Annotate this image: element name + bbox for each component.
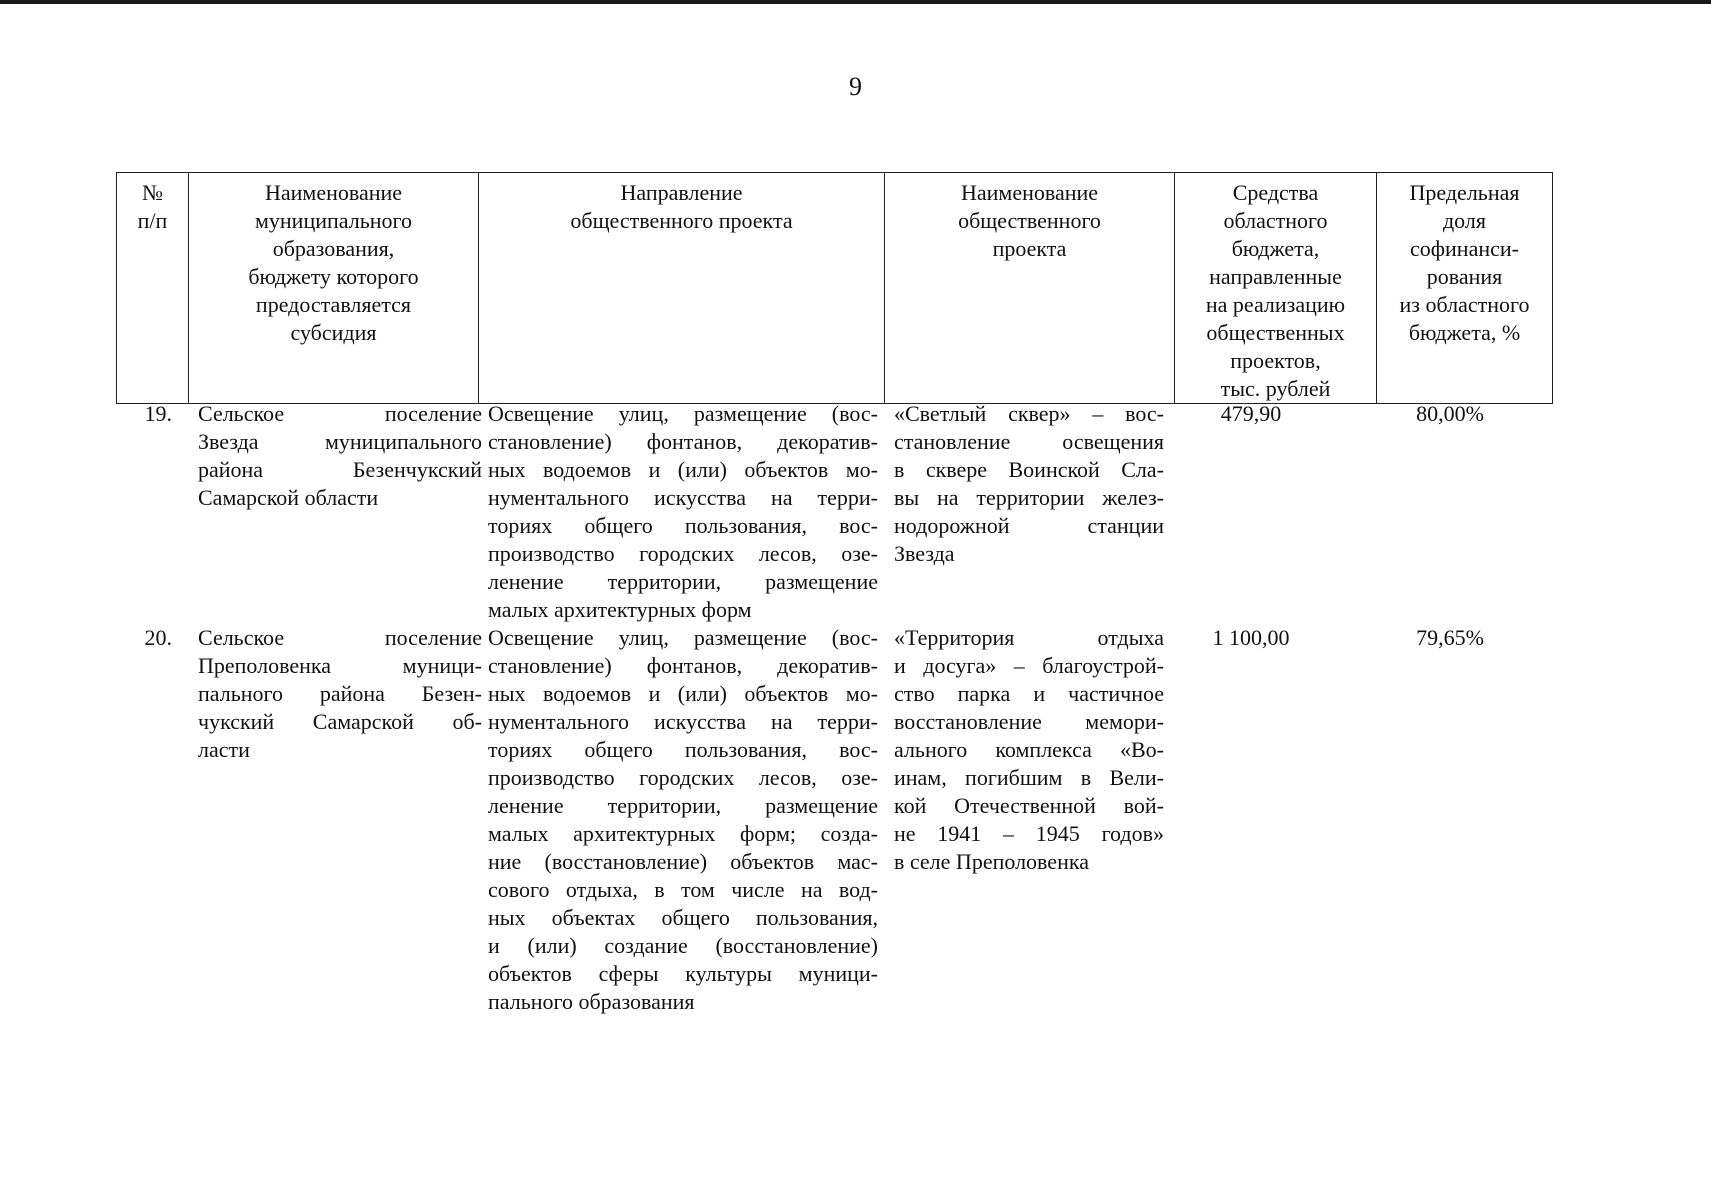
cell-line: ных водоемов и (или) объектов мо- (488, 681, 878, 706)
header-direction: Направление общественного проекта (479, 173, 885, 404)
share-cell: 79,65% (1416, 625, 1484, 650)
row-number: 19. (144, 401, 172, 426)
cell-line: нументального искусства на терри- (488, 709, 878, 734)
cell-line: становление) фонтанов, декоратив- (488, 429, 878, 454)
cell-line: Преполовенка муници- (198, 653, 482, 678)
municipality-cell (198, 624, 482, 764)
cell-line: «Светлый сквер» – вос- (894, 401, 1164, 426)
cell-line: ториях общего пользования, вос- (488, 513, 878, 538)
cell-line: кой Отечественной вой- (894, 793, 1164, 818)
funds-cell: 1 100,00 (1212, 625, 1290, 650)
cell-line: не 1941 – 1945 годов» (894, 821, 1164, 846)
cell-line: Освещение улиц, размещение (вос- (488, 625, 878, 650)
cell-line: чукский Самарской об- (198, 709, 482, 734)
cell-line: района Безенчукский (198, 457, 482, 482)
cell-line: ленение территории, размещение (488, 569, 878, 594)
cell-line: ных объектах общего пользования, (488, 905, 878, 930)
cell-line: сового отдыха, в том числе на вод- (488, 877, 878, 902)
cell-line: Звезда (894, 541, 955, 566)
cell-line: пального района Безен- (198, 681, 482, 706)
cell-line: ласти (198, 737, 250, 762)
scan-top-edge (0, 0, 1711, 4)
cell-line: ленение территории, размещение (488, 793, 878, 818)
cell-line: Звезда муниципального (198, 429, 482, 454)
cell-line: Освещение улиц, размещение (вос- (488, 401, 878, 426)
cell-line: объектов сферы культуры муници- (488, 961, 878, 986)
header-project-name: Наименование общественного проекта (885, 173, 1175, 404)
header-row (117, 173, 1553, 404)
cell-line: нодорожной станции (894, 513, 1164, 538)
project-name-cell (894, 400, 1164, 568)
cell-line: пального образования (488, 989, 695, 1014)
cell-line: и досуга» – благоустрой- (894, 653, 1164, 678)
cell-line: инам, погибшим в Вели- (894, 765, 1164, 790)
cell-line: становление) фонтанов, декоратив- (488, 653, 878, 678)
header-number: № п/п (117, 173, 189, 404)
cell-line: и (или) создание (восстановление) (488, 933, 878, 958)
table-header (116, 172, 1553, 404)
direction-cell (488, 400, 878, 624)
project-name-cell (894, 624, 1164, 876)
cell-line: ального комплекса «Во- (894, 737, 1164, 762)
cell-line: восстановление мемори- (894, 709, 1164, 734)
cell-line: нументального искусства на терри- (488, 485, 878, 510)
municipality-cell (198, 400, 482, 512)
row-number: 20. (144, 625, 172, 650)
cell-line: производство городских лесов, озе- (488, 765, 878, 790)
cell-line: вы на территории желез- (894, 485, 1164, 510)
cell-line: Сельское поселение (198, 401, 482, 426)
cell-line: в сквере Воинской Сла- (894, 457, 1164, 482)
cell-line: ние (восстановление) объектов мас- (488, 849, 878, 874)
direction-cell (488, 624, 878, 1016)
cell-line: «Территория отдыха (894, 625, 1164, 650)
cell-line: малых архитектурных форм (488, 597, 752, 622)
cell-line: ториях общего пользования, вос- (488, 737, 878, 762)
cell-line: производство городских лесов, озе- (488, 541, 878, 566)
header-municipality: Наименование муниципального образования, бюджету которого предоставляется субсидия (189, 173, 479, 404)
cell-line: ство парка и частичное (894, 681, 1164, 706)
cell-line: малых архитектурных форм; созда- (488, 821, 878, 846)
cell-line: ных водоемов и (или) объектов мо- (488, 457, 878, 482)
header-share: Предельная доля софинанси- рования из областного бюджета, % (1377, 173, 1553, 404)
cell-line: Сельское поселение (198, 625, 482, 650)
cell-line: Самарской области (198, 485, 379, 510)
header-funds: Средства областного бюджета, направленные на реализацию общественных проектов, тыс. рублей (1175, 173, 1377, 404)
share-cell: 80,00% (1416, 401, 1484, 426)
page-number: 9 (849, 72, 862, 101)
cell-line: становление освещения (894, 429, 1164, 454)
funds-cell: 479,90 (1220, 401, 1282, 426)
cell-line: в селе Преполовенка (894, 849, 1089, 874)
